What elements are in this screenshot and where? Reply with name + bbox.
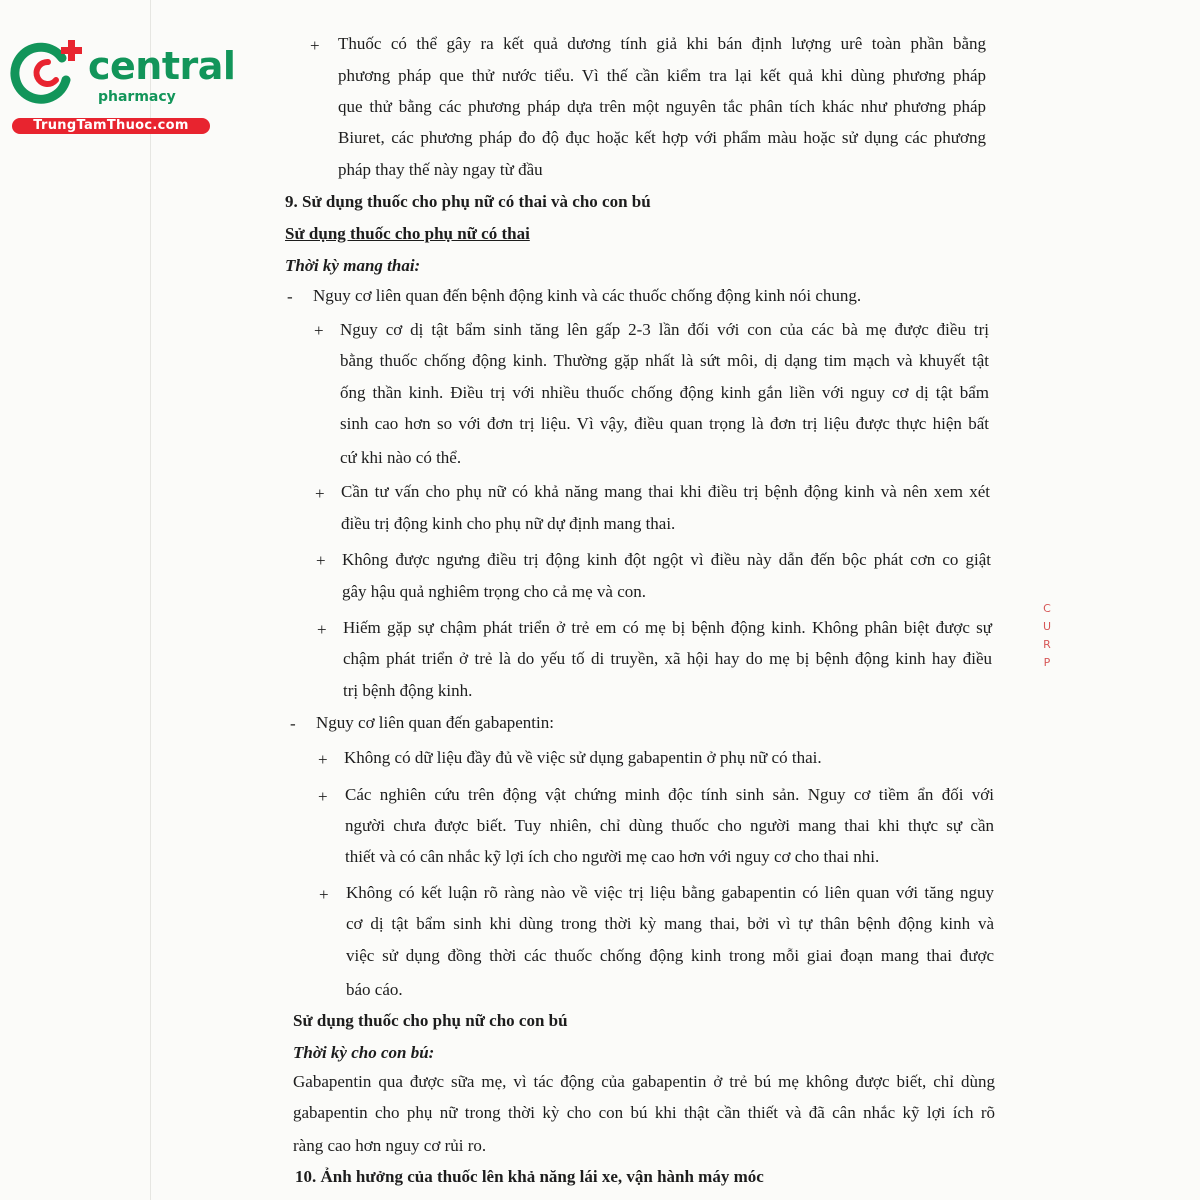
pregnancy-period-heading: Thời kỳ mang thai: <box>285 256 421 275</box>
section-9-heading: 9. Sử dụng thuốc cho phụ nữ có thai và cho con bú <box>285 192 651 211</box>
bullet-line: cứ khi nào có thể. <box>340 448 462 467</box>
intro-line-2: phương pháp que thử nước tiểu. Vì thế cần kiểm tra lại kết quả khi dùng phương pháp <box>338 66 986 85</box>
bullet-line: sinh cao hơn so với đơn trị liệu. Vì vậy, điều quan trọng là đơn trị liệu được thực hiện bất <box>340 414 989 433</box>
breastfeeding-subheading: Sử dụng thuốc cho phụ nữ cho con bú <box>293 1011 568 1030</box>
margin-stamp <box>1038 560 1056 710</box>
logo-website[interactable]: TrungTamThuoc.com <box>12 118 210 134</box>
paragraph-line: gabapentin cho phụ nữ trong thời kỳ cho con bú khi thật cần thiết và đã cân nhắc kỹ lợi ích rõ <box>293 1103 995 1122</box>
bullet-marker: + <box>318 750 328 769</box>
page-edge <box>150 0 151 1200</box>
bullet-line: bằng thuốc chống động kinh. Thường gặp nhất là sứt môi, dị dạng tim mạch và khuyết tật <box>340 351 989 370</box>
intro-line-3: que thử bằng các phương pháp dựa trên một nguyên tắc phân tích khác như phương pháp <box>338 97 986 116</box>
bullet-marker: + <box>314 321 324 340</box>
margin-stamp-text: CURP <box>1042 602 1052 669</box>
pregnancy-subheading: Sử dụng thuốc cho phụ nữ có thai <box>285 224 530 243</box>
bullet-marker: + <box>316 551 326 570</box>
bullet-line: chậm phát triển ở trẻ là do yếu tố di truyền, xã hội hay do mẹ bị bệnh động kinh hay điều <box>343 649 992 668</box>
bullet-line: trị bệnh động kinh. <box>343 681 473 700</box>
bullet-marker: + <box>318 787 328 806</box>
logo-subtitle: pharmacy <box>98 89 176 105</box>
breastfeeding-period-heading: Thời kỳ cho con bú: <box>293 1043 435 1062</box>
bullet-line: Các nghiên cứu trên động vật chứng minh độc tính sinh sản. Nguy cơ tiềm ẩn đối với <box>345 785 994 804</box>
intro-line-1: Thuốc có thể gây ra kết quả dương tính giả khi bán định lượng urê toàn phần bằng <box>338 34 986 53</box>
section-10-heading: 10. Ảnh hưởng của thuốc lên khả năng lái xe, vận hành máy móc <box>295 1167 764 1186</box>
bullet-line: người chưa được biết. Tuy nhiên, chỉ dùng thuốc cho người mang thai khi thực sự cần <box>345 816 994 835</box>
bullet-line: ống thần kinh. Điều trị với nhiều thuốc chống động kinh gắn liền với nguy cơ dị tật bẩm <box>340 383 989 402</box>
intro-line-5: pháp thay thế này ngay từ đầu <box>338 160 543 179</box>
paragraph-line: ràng cao hơn nguy cơ rủi ro. <box>293 1136 487 1155</box>
bullet-line: Không có kết luận rõ ràng nào về việc trị liệu bằng gabapentin có liên quan với tăng nguy <box>346 883 994 902</box>
bullet-line: Cần tư vấn cho phụ nữ có khả năng mang thai khi điều trị bệnh động kinh và nên xem xét <box>341 482 990 501</box>
bullet-marker: + <box>317 620 327 639</box>
dash-marker: - <box>290 714 296 733</box>
dash-item-text: Nguy cơ liên quan đến gabapentin: <box>316 713 554 732</box>
bullet-line: thiết và có cân nhắc kỹ lợi ích cho người mẹ cao hơn với nguy cơ cho thai nhi. <box>345 847 880 866</box>
central-pharmacy-logo-icon <box>10 36 88 108</box>
bullet-marker: + <box>310 36 320 55</box>
logo-brand-name: central <box>88 44 236 88</box>
central-pharmacy-logo[interactable] <box>10 36 236 136</box>
bullet-marker: + <box>319 885 329 904</box>
bullet-line: Hiếm gặp sự chậm phát triển ở trẻ em có mẹ bị bệnh động kinh. Không phân biệt được sự <box>343 618 992 637</box>
bullet-line: báo cáo. <box>346 980 403 999</box>
dash-marker: - <box>287 287 293 306</box>
bullet-marker: + <box>315 484 325 503</box>
bullet-line: việc sử dụng đồng thời các thuốc chống động kinh trong mỗi giai đoạn mang thai được <box>346 946 994 965</box>
intro-line-4: Biuret, các phương pháp đo độ đục hoặc kết hợp với phẩm màu hoặc sử dụng các phương <box>338 128 986 147</box>
bullet-line: Không có dữ liệu đầy đủ về việc sử dụng gabapentin ở phụ nữ có thai. <box>344 748 822 767</box>
bullet-line: gây hậu quả nghiêm trọng cho cả mẹ và con. <box>342 582 647 601</box>
paragraph-line: Gabapentin qua được sữa mẹ, vì tác động của gabapentin ở trẻ bú mẹ không được biết, chỉ dùng <box>293 1072 995 1091</box>
dash-item-text: Nguy cơ liên quan đến bệnh động kinh và các thuốc chống động kinh nói chung. <box>313 286 862 305</box>
bullet-line: cơ dị tật bẩm sinh khi dùng trong thời kỳ mang thai, bởi vì tự thân bệnh động kinh và <box>346 914 994 933</box>
bullet-line: Không được ngưng điều trị động kinh đột ngột vì điều này dẫn đến bộc phát cơn co giật <box>342 550 991 569</box>
bullet-line: Nguy cơ dị tật bẩm sinh tăng lên gấp 2-3 lần đối với con của các bà mẹ được điều trị <box>340 320 989 339</box>
bullet-line: điều trị động kinh cho phụ nữ dự định mang thai. <box>341 514 676 533</box>
